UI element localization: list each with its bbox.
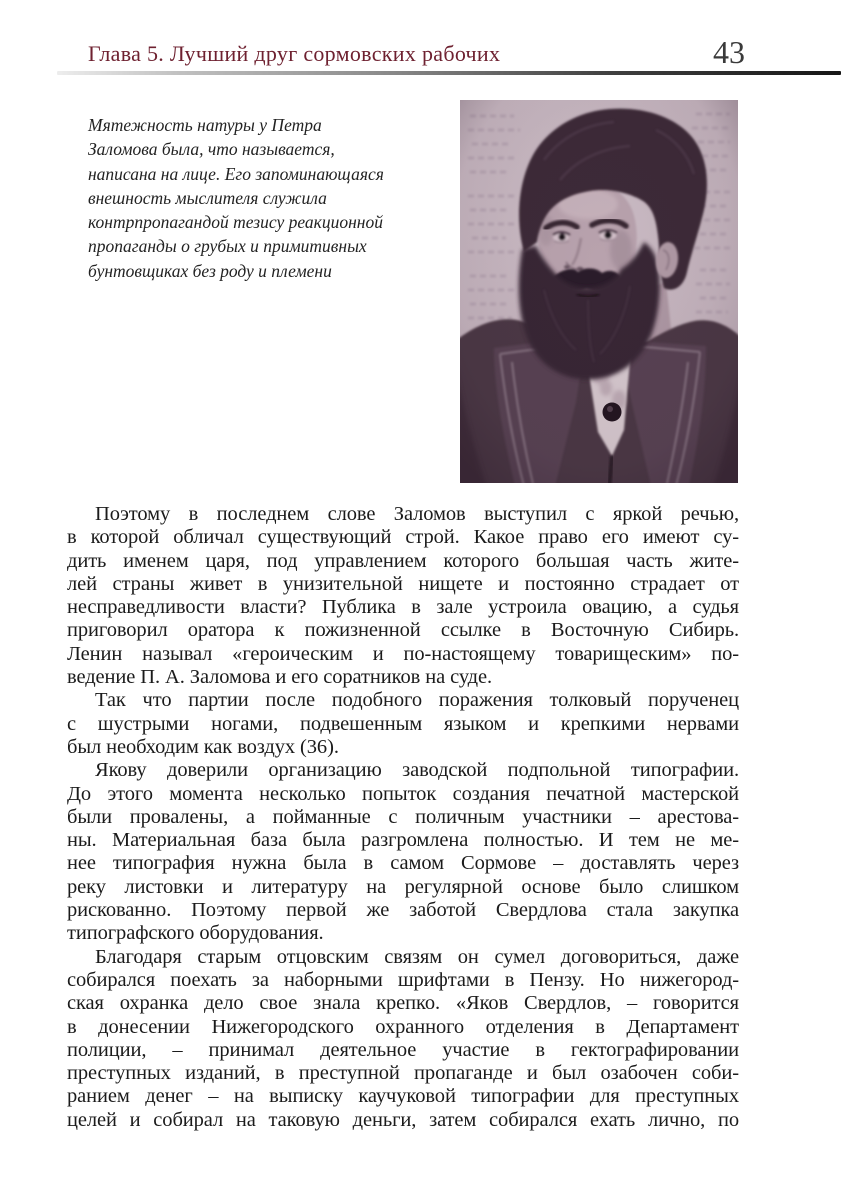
text-line: Ленин называл «героическим и по-настоящему товарищеским» по- — [67, 642, 739, 665]
caption-line: контрпропагандой тезису реакционной — [88, 212, 383, 233]
text-line: приговорил оратора к пожизненной ссылке в Восточную Сибирь. — [67, 619, 739, 642]
text-line: ранием денег – на выписку каучуковой типографии для преступных — [67, 1085, 739, 1108]
figure-caption — [88, 113, 448, 283]
text-line: целей и собирал на таковую деньги, затем собирался ехать лично, по — [67, 1108, 739, 1131]
text-line: Якову доверили организацию заводской подпольной типографии. — [95, 759, 739, 782]
caption-line: внешность мыслителя служила — [88, 187, 327, 208]
paragraph — [67, 759, 739, 945]
caption-line: написана на лице. Его запоминающаяся — [88, 163, 384, 184]
text-line: Поэтому в последнем слове Заломов выступил с яркой речью, — [95, 503, 739, 525]
text-line: был необходим как воздух (36). — [67, 735, 339, 758]
text-line: реку листовки и литературу на регулярной основе было слишком — [67, 875, 739, 898]
text-line: несправедливости власти? Публика в зале устроила овацию, а судья — [67, 596, 739, 619]
text-line: с шустрыми ногами, подвешенным языком и крепкими нервами — [67, 712, 739, 735]
text-line: рискованно. Поэтому первой же заботой Свердлова стала закупка — [67, 899, 739, 922]
portrait-figure — [460, 100, 738, 483]
text-line: преступных изданий, в преступной пропаганде и был озабочен соби- — [67, 1062, 739, 1085]
text-line: лей страны живет в унизительной нищете и постоянно страдает от — [67, 572, 739, 595]
text-line: в донесении Нижегородского охранного отделения в Департамент — [67, 1015, 739, 1038]
caption-line: Мятежность натуры у Петра — [88, 115, 322, 135]
text-line: типографского оборудования. — [67, 922, 324, 945]
text-line: ская охранка дело свое знала крепко. «Яков Свердлов, – говорится — [67, 992, 739, 1015]
text-line: собирался поехать за наборными шрифтами в Пензу. Но нижегород- — [67, 968, 739, 991]
text-line: дить именем царя, под управлением которого большая часть жите- — [67, 549, 739, 572]
text-line: ны. Материальная база была разгромлена полностью. И тем не ме- — [67, 829, 739, 852]
paragraph — [67, 689, 739, 759]
text-line: в которой обличал существующий строй. Какое право его имеют су- — [67, 526, 739, 549]
text-line: нее типография нужна была в самом Сормове – доставлять через — [67, 852, 739, 875]
header-rule — [57, 71, 841, 75]
chapter-heading: Глава 5. Лучший друг сормовских рабочих — [88, 41, 501, 66]
paragraph — [67, 503, 739, 689]
text-line: До этого момента несколько попыток создания печатной мастерской — [67, 782, 739, 805]
body-text — [67, 503, 739, 1132]
text-line: Благодаря старым отцовским связям он сумел договориться, даже — [95, 945, 739, 968]
text-line: ведение П. А. Заломова и его соратников на суде. — [67, 666, 493, 689]
text-line: полиции, – принимал деятельное участие в гектографировании — [67, 1038, 739, 1061]
caption-line: пропаганды о грубых и примитивных — [88, 236, 367, 257]
caption-line: Заломова была, что называется, — [88, 139, 335, 160]
text-line: были провалены, а пойманные с поличным участники – арестова- — [67, 805, 739, 828]
portrait-photo — [460, 100, 738, 483]
page-number: 43 — [713, 34, 745, 70]
text-line: Так что партии после подобного поражения толковый порученец — [95, 689, 739, 712]
paragraph — [67, 946, 739, 1132]
caption-line: бунтовщиках без роду и племени — [88, 260, 332, 281]
